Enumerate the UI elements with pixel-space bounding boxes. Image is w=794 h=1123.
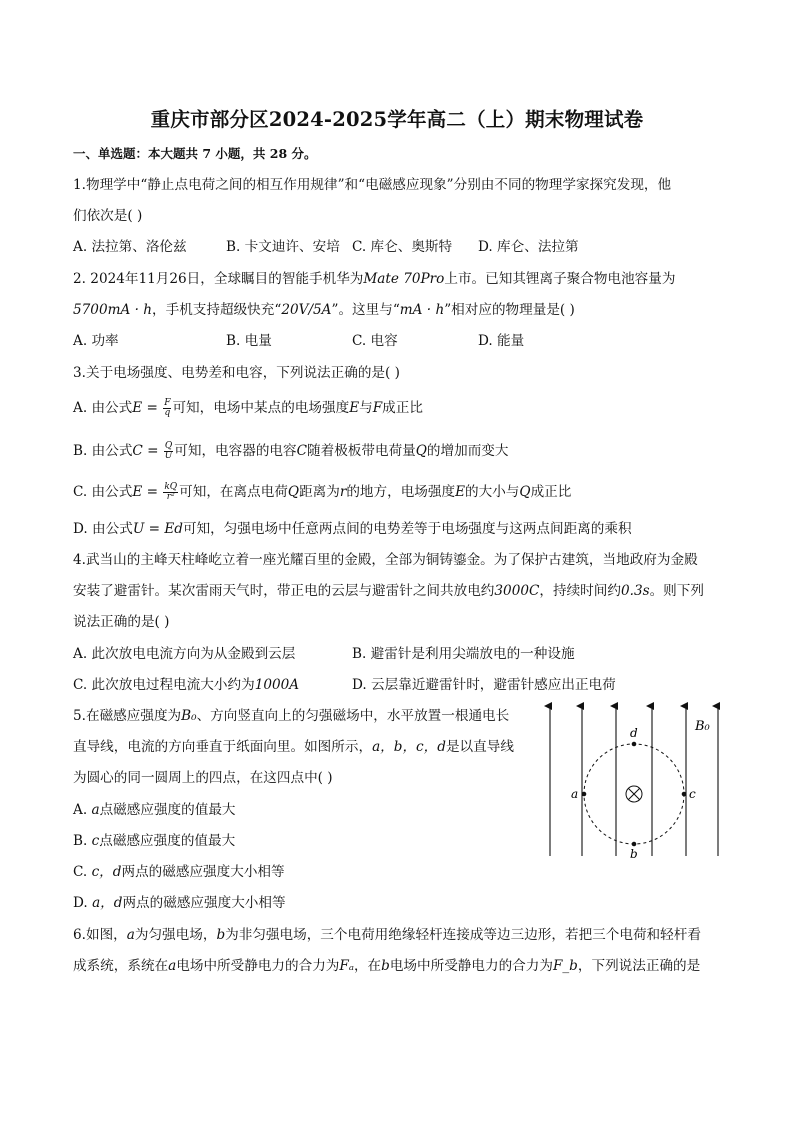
q3-text: 与: [359, 400, 373, 416]
q3-text: 距离为: [299, 484, 340, 500]
q3-math: Q: [415, 443, 427, 459]
q5-math: c，d: [91, 864, 122, 880]
q4-text: 。则下列: [649, 583, 704, 599]
q4-stem-line1: 4.武当山的主峰天柱峰屹立着一座光耀百里的金殿，全部为铜铸鎏金。为了保护古建筑，当地政府为金殿: [73, 552, 698, 568]
q6-stem-line1: [73, 926, 701, 944]
q4-math: 3000C: [494, 583, 540, 599]
point-a-dot: [582, 792, 587, 797]
q2-math: mA · h: [399, 302, 445, 318]
q4-option-a: A. 此次放电电流方向为从金殿到云层: [73, 646, 296, 662]
magnetic-field-figure: [540, 700, 730, 862]
q2-option-a: A. 功率: [73, 333, 119, 349]
denominator: q: [164, 408, 171, 418]
numerator: Q: [164, 441, 173, 451]
q2-math: 5700mA · h: [73, 302, 153, 318]
q1-option-d: D. 库仑、法拉第: [478, 239, 579, 255]
q3-option-d: [73, 520, 632, 538]
q3-text: 可知，在离点电荷: [179, 484, 288, 500]
q6-text: 为匀强电场，: [134, 927, 217, 943]
q5-text: 直导线，电流的方向垂直于纸面向里。如图所示，: [73, 739, 373, 755]
q2-text: ，手机支持超级快充“: [152, 302, 282, 318]
q3-math: C =: [132, 443, 159, 459]
denominator: U: [164, 451, 173, 461]
q1-option-c: C. 库仑、奥斯特: [352, 239, 453, 255]
q6-math: b: [381, 958, 390, 974]
q4-stem-line2: [73, 582, 704, 600]
q5-stem-line2: [73, 738, 514, 756]
q6-math: F_b: [552, 958, 578, 974]
q3-text: 成正比: [382, 400, 423, 416]
q3-text: 的地方，电场强度: [346, 484, 456, 500]
q6-text: ，下列说法正确的是: [577, 958, 701, 974]
q4-stem-line3: 说法正确的是( ): [73, 614, 170, 630]
fraction: [163, 483, 178, 502]
q6-math: Fₐ: [339, 958, 354, 974]
q5-text: C.: [73, 864, 92, 880]
q3-text: 可知，匀强电场中任意两点间的电势差等于电场强度与这两点间距离的乘积: [182, 521, 632, 537]
q6-math: a: [126, 927, 135, 943]
q6-text: 电场中所受静电力的合力为: [389, 958, 553, 974]
q4-text: 安装了避雷针。某次雷雨天气时，带正电的云层与避雷针之间共放电约: [73, 583, 495, 599]
q4-math: 0.3s: [620, 583, 650, 599]
q3-math: C: [296, 443, 308, 459]
q5-option-b: [73, 832, 235, 850]
section-header: 一、单选题：本大题共 7 小题，共 28 分。: [73, 146, 317, 161]
q3-text: 成正比: [530, 484, 572, 500]
q5-text: D.: [73, 895, 93, 911]
fraction: [164, 442, 173, 461]
field-label: B₀: [695, 719, 710, 734]
q1-option-a: A. 法拉第、洛伦兹: [73, 239, 187, 255]
q3-text: D. 由公式: [73, 521, 133, 537]
q3-text: 可知，电场中某点的电场强度: [172, 400, 350, 416]
q3-math: E =: [132, 484, 158, 500]
q4-text: ，持续时间约: [539, 583, 621, 599]
q6-math: b: [216, 927, 226, 943]
q2-text: ”相对应的物理量是( ): [444, 302, 575, 318]
q5-text: 点磁感应强度的值最大: [99, 802, 236, 818]
point-b-dot: [632, 842, 637, 847]
q5-text: 两点的磁感应强度大小相等: [122, 895, 286, 911]
numerator: F: [164, 398, 171, 408]
q5-math: B₀: [181, 708, 197, 724]
q3-text: B. 由公式: [73, 443, 133, 459]
q2-text: 2. 2024年11月26日，全球瞩目的智能手机华为: [73, 271, 364, 287]
q2-stem-line2: [73, 301, 575, 319]
q5-text: 两点的磁感应强度大小相等: [121, 864, 285, 880]
q2-math: Mate 70Pro: [363, 271, 445, 287]
q5-text: A.: [73, 802, 92, 818]
q5-text: 点磁感应强度的值最大: [99, 833, 236, 849]
q5-math: a，b，c，d: [372, 739, 446, 755]
q1-stem-line1: 1.物理学中“静止点电荷之间的相互作用规律”和“电磁感应现象”分别由不同的物理学家探究发现，他: [73, 177, 672, 193]
q2-option-b: B. 电量: [226, 333, 272, 349]
q3-math: Q: [519, 484, 531, 500]
page-title: 重庆市部分区2024-2025学年高二（上）期末物理试卷: [150, 108, 644, 131]
point-d-dot: [632, 742, 637, 747]
q6-stem-line2: [73, 957, 700, 975]
q3-text: 的大小与: [465, 484, 520, 500]
q3-math: r: [339, 484, 347, 500]
q2-text: 上市。已知其锂离子聚合物电池容量为: [444, 271, 676, 287]
point-c-label: c: [689, 787, 696, 801]
current-into-page-symbol: [626, 786, 642, 802]
q3-math: E =: [132, 400, 158, 416]
q2-text: ”。这里与“: [331, 302, 400, 318]
point-a-label: a: [571, 787, 579, 801]
q3-math: E: [349, 400, 360, 416]
q1-stem-line2: 们依次是( ): [73, 208, 143, 224]
q6-text: 6.如图，: [73, 927, 127, 943]
q2-option-d: D. 能量: [478, 333, 525, 349]
q3-option-a: [73, 399, 423, 418]
q1-option-b: B. 卡文迪许、安培: [226, 239, 340, 255]
q3-text: A. 由公式: [73, 400, 133, 416]
q3-text: 可知，电容器的电容: [174, 443, 297, 459]
numerator: kQ: [164, 482, 178, 492]
q4-text: C. 此次放电过程电流大小约为: [73, 677, 255, 693]
q5-text: B.: [73, 833, 92, 849]
q3-math: Q: [287, 484, 300, 500]
q5-text: 、方向竖直向上的匀强磁场中，水平放置一根通电长: [196, 708, 510, 724]
q5-option-d: [73, 894, 286, 912]
q3-option-c: [73, 483, 571, 502]
q2-math: 20V/5A: [281, 302, 332, 318]
q3-math: F: [372, 400, 383, 416]
q5-option-c: [73, 863, 285, 881]
q3-stem: 3.关于电场强度、电势差和电容，下列说法正确的是( ): [73, 365, 400, 381]
q4-option-c: [73, 676, 299, 694]
q3-text: 随着极板带电荷量: [307, 443, 416, 459]
q5-text: 5.在磁感应强度为: [73, 708, 182, 724]
q6-text: 为非匀强电场，三个电荷用绝缘轻杆连接成等边三边形，若把三个电荷和轻杆看: [225, 927, 701, 943]
q6-math: a: [168, 958, 177, 974]
point-d-label: d: [630, 726, 638, 740]
q3-text: C. 由公式: [73, 484, 133, 500]
q2-stem-line1: [73, 270, 675, 288]
q4-math: 1000A: [254, 677, 300, 693]
q5-math: a，d: [92, 895, 123, 911]
q3-math: E: [455, 484, 466, 500]
q6-text: 成系统，系统在: [73, 958, 169, 974]
q5-stem-line1: [73, 707, 509, 725]
q4-option-d: D. 云层靠近避雷针时，避雷针感应出正电荷: [352, 677, 616, 693]
q3-option-b: [73, 442, 508, 461]
q3-math: U = Ed: [132, 521, 183, 537]
q5-math: c: [91, 833, 100, 849]
q5-math: a: [91, 802, 100, 818]
q3-text: 的增加而变大: [426, 443, 509, 459]
q6-text: ，在: [353, 958, 382, 974]
denominator: r²: [166, 492, 175, 502]
fraction: [163, 399, 171, 418]
q6-text: 电场中所受静电力的合力为: [176, 958, 340, 974]
q5-stem-line3: 为圆心的同一圆周上的四点，在这四点中( ): [73, 770, 333, 786]
q2-option-c: C. 电容: [352, 333, 398, 349]
point-b-label: b: [630, 847, 638, 861]
q5-option-a: [73, 801, 236, 819]
point-c-dot: [682, 792, 687, 797]
q4-option-b: B. 避雷针是利用尖端放电的一种设施: [352, 646, 575, 662]
q5-text: 是以直导线: [445, 739, 514, 755]
